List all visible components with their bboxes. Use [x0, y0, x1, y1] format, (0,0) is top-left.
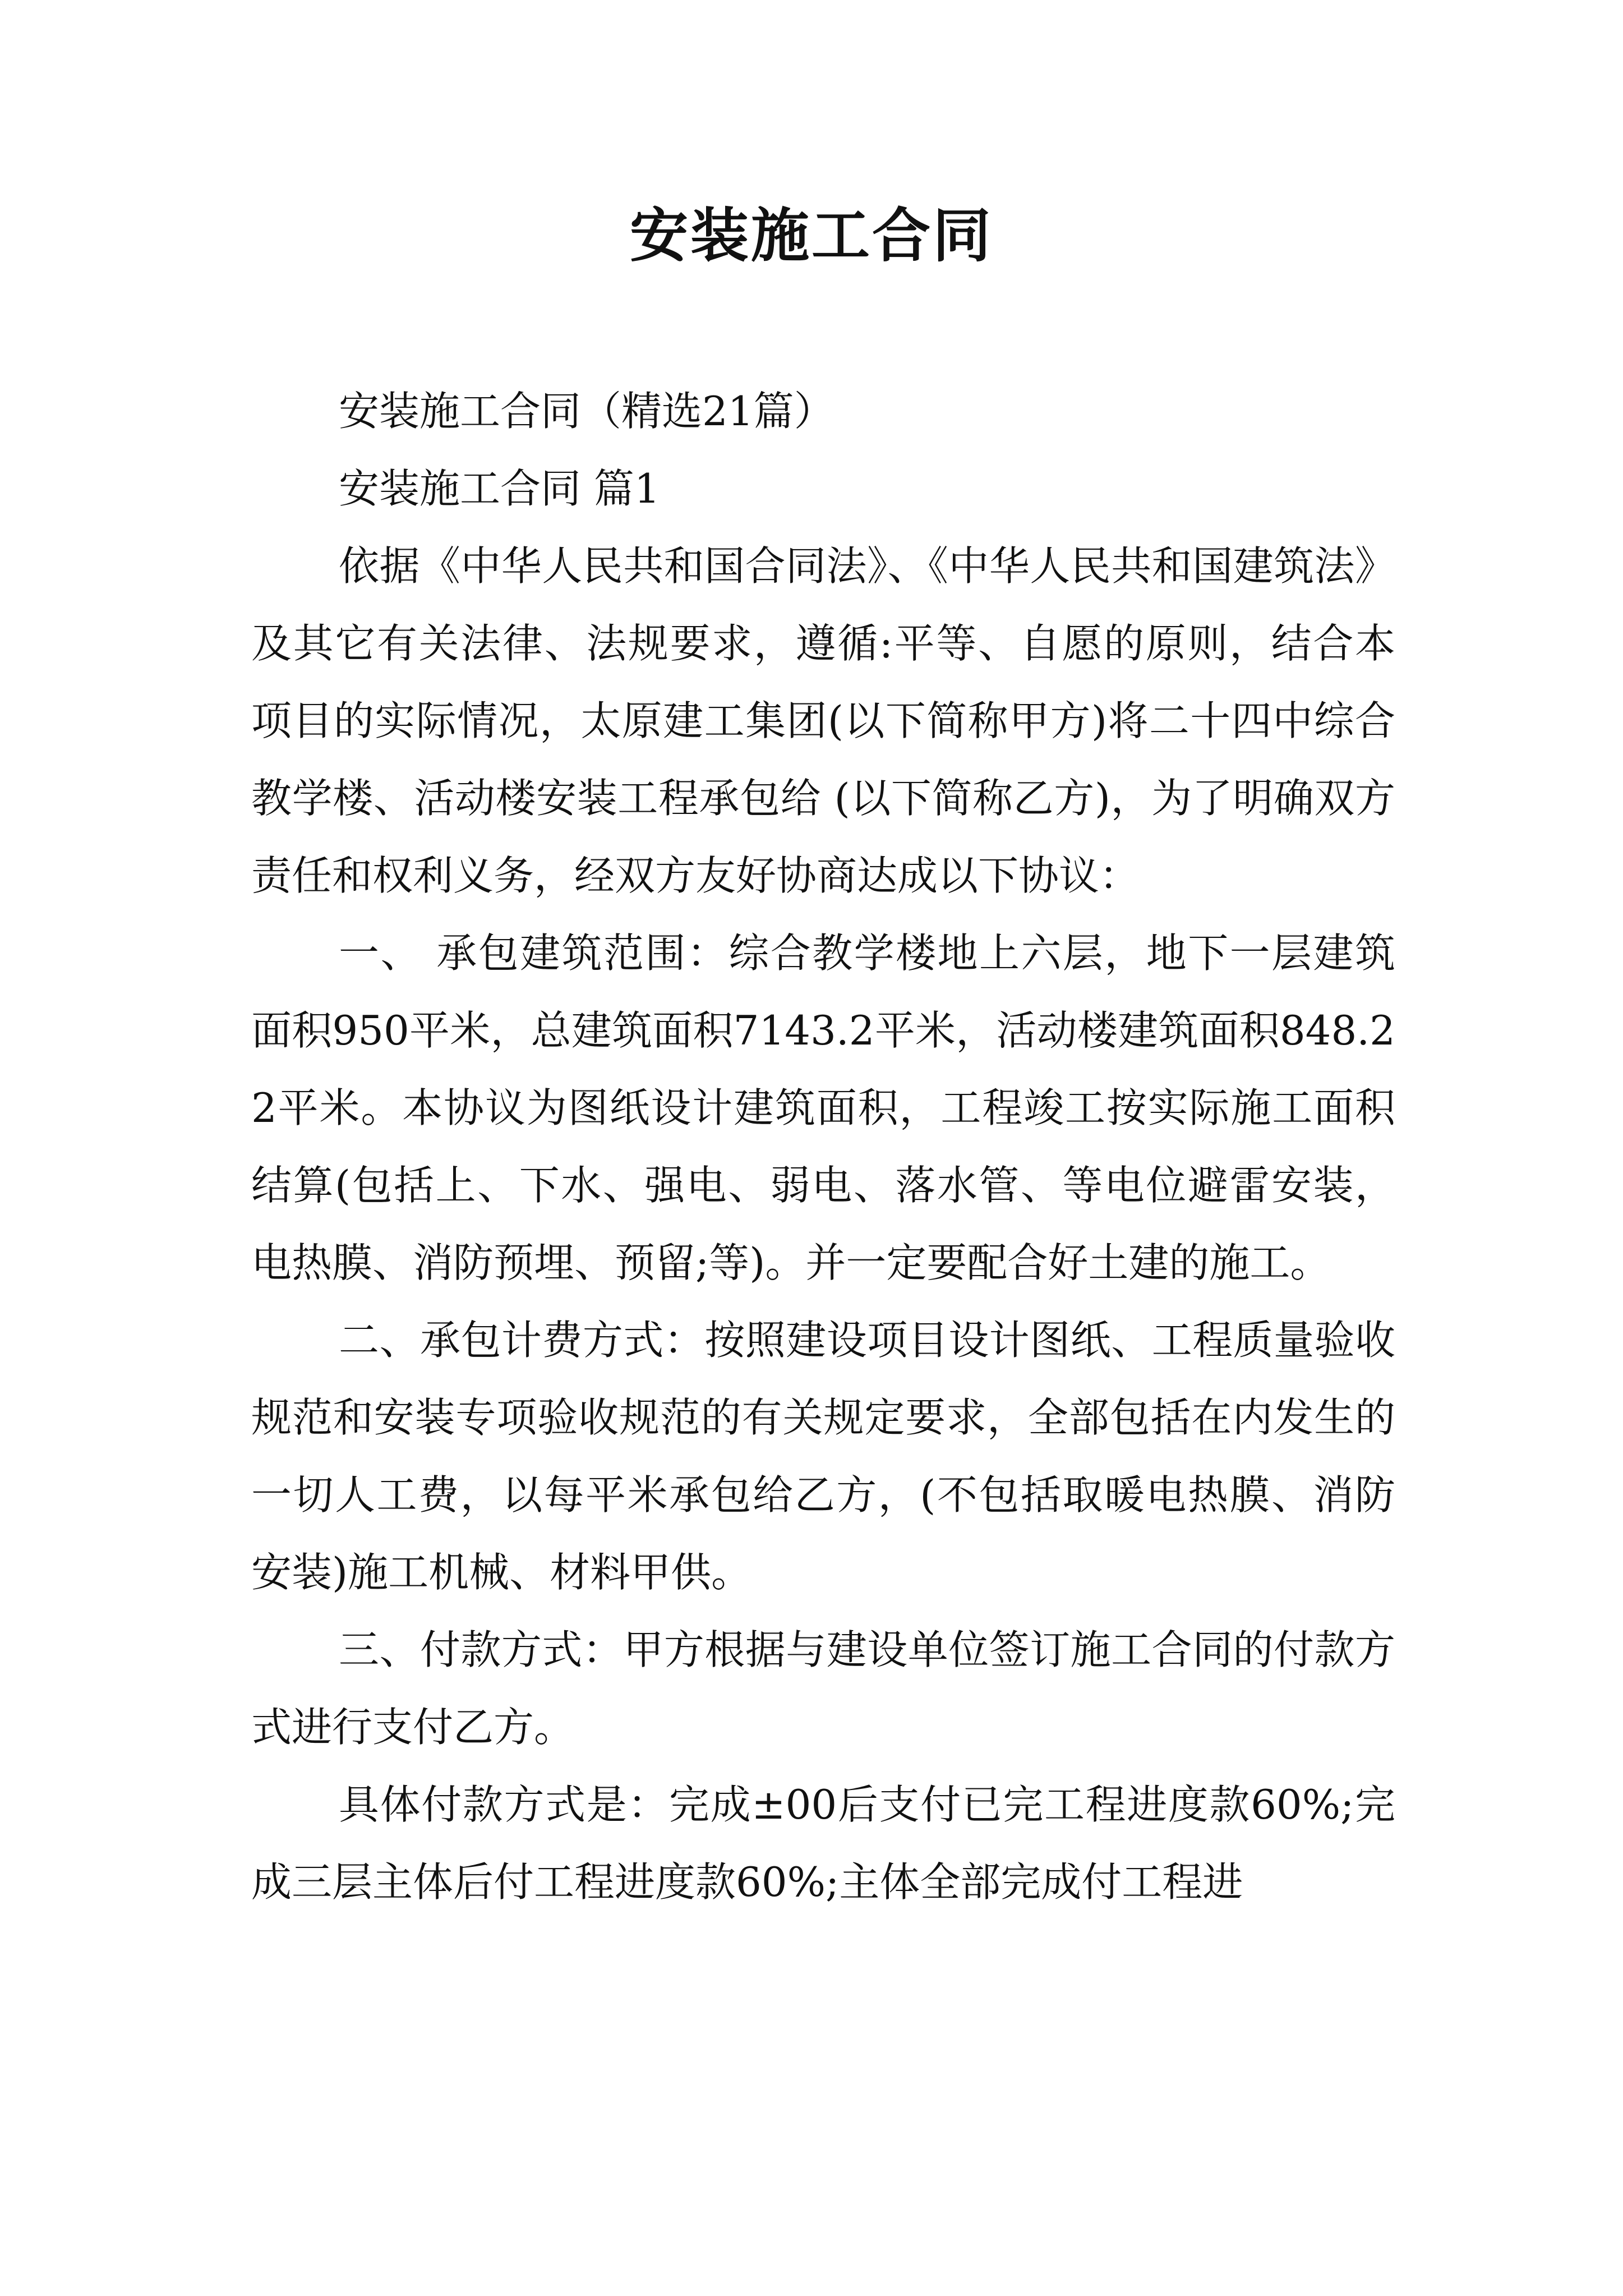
paragraph-subtitle: 安装施工合同（精选21篇）	[339, 388, 834, 435]
paragraph-payment: 三、付款方式：甲方根据与建设单位签订施工合同的付款方式进行支付乙方。	[251, 1626, 1395, 1751]
paragraph-preamble: 依据《中华人民共和国合同法》、《中华人民共和国建筑法》及其它有关法律、法规要求，遵循:平等、自愿的原则，结合本项目的实际情况，太原建工集团(以下简称甲方)将二十四中综合教学楼、活动楼安装工程承包给 (以下简称乙方)，为了明确双方责任和权利义务，经双方友好协商达成以下协议：	[251, 542, 1395, 899]
document-body	[251, 372, 1395, 1921]
document-title: 安装施工合同	[629, 201, 993, 270]
paragraph-billing: 二、承包计费方式：按照建设项目设计图纸、工程质量验收规范和安装专项验收规范的有关规定要求，全部包括在内发生的一切人工费，以每平米承包给乙方，(不包括取暖电热膜、消防安装)施工机械、材料甲供。	[251, 1317, 1395, 1596]
paragraph-section-heading: 安装施工合同 篇1	[339, 465, 660, 512]
paragraph-payment-details: 具体付款方式是：完成±00后支付已完工程进度款60%;完成三层主体后付工程进度款60%;主体全部完成付工程进	[251, 1781, 1395, 1906]
paragraph-scope: 一、 承包建筑范围：综合教学楼地上六层，地下一层建筑面积950平米，总建筑面积7143.2平米，活动楼建筑面积848.22平米。本协议为图纸设计建筑面积，工程竣工按实际施工面积结算(包括上、下水、强电、弱电、落水管、等电位避雷安装，电热膜、消防预埋、预留;等)。并一定要配合好土建的施工。	[251, 930, 1395, 1286]
